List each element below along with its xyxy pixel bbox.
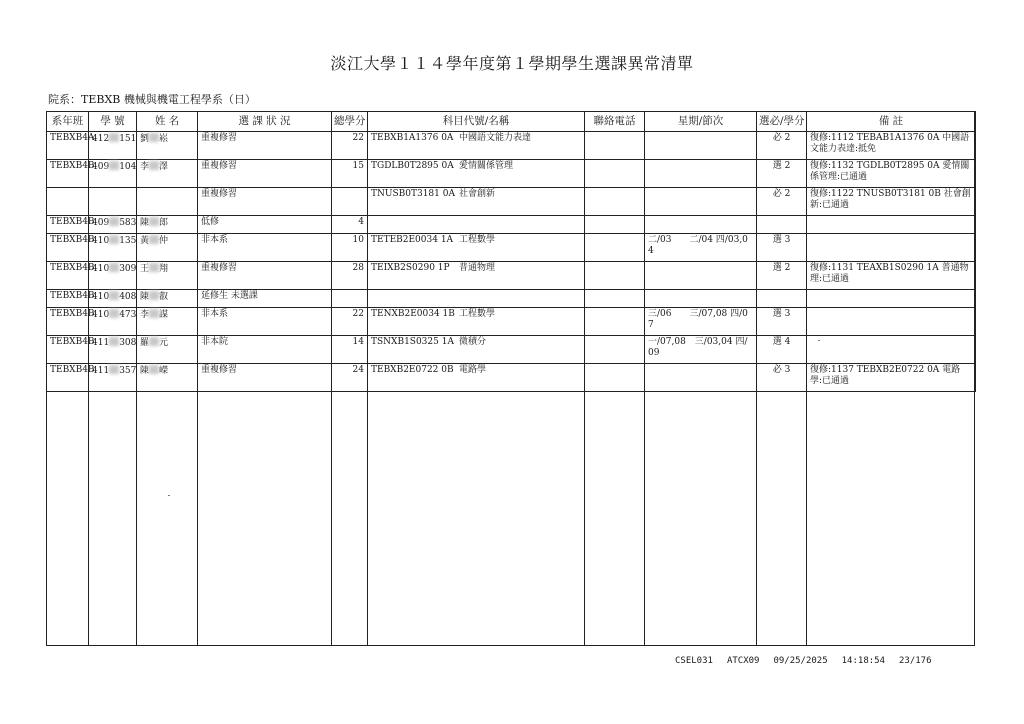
- cell-schedule: [645, 234, 757, 262]
- cell-note: [807, 364, 976, 392]
- cell-total-credits: [332, 188, 368, 216]
- abnormal-enrollment-table: [46, 111, 976, 392]
- redaction-mark: [149, 133, 159, 142]
- enrollment-status: 重複修習: [201, 133, 238, 143]
- redaction-mark: [149, 291, 159, 300]
- cell-class: [47, 132, 95, 160]
- student-id-suffix: 583: [119, 218, 137, 228]
- footer-program: CSEL031: [675, 656, 713, 666]
- cell-name: [137, 262, 198, 290]
- course-code: TNUSB0T3181 0A: [371, 189, 455, 199]
- student-id-suffix: 308: [119, 338, 137, 348]
- redaction-mark: [149, 217, 159, 226]
- cell-phone: [585, 188, 645, 216]
- course-name: 中國語文能力表達: [459, 133, 532, 143]
- redaction-mark: [149, 263, 159, 272]
- student-name-first: 王: [140, 264, 150, 274]
- header-note: 備 註: [807, 112, 976, 132]
- cell-name: [137, 132, 198, 160]
- student-name-last: 叡: [159, 292, 169, 302]
- total-credits: 22: [352, 309, 364, 319]
- enrollment-status: 重複修習: [201, 161, 238, 171]
- course-type-credits: 選 2: [772, 161, 791, 171]
- cell-phone: [585, 234, 645, 262]
- cell-course: [368, 132, 585, 160]
- class-code: TEBXB4B: [50, 235, 95, 245]
- table-body: [47, 132, 976, 392]
- total-credits: 28: [352, 263, 364, 273]
- course-name: 愛情關係管理: [459, 161, 514, 171]
- cell-class: [47, 160, 95, 188]
- student-name-first: 劉: [140, 134, 150, 144]
- cell-schedule: [645, 160, 757, 188]
- table-header-row: [47, 112, 976, 132]
- cell-student-id: [89, 308, 137, 336]
- student-id-prefix: 410: [92, 292, 110, 302]
- cell-name: [137, 364, 198, 392]
- redaction-mark: [109, 337, 119, 346]
- cell-status: [198, 262, 332, 290]
- total-credits: 15: [352, 161, 364, 171]
- enrollment-status: 低修: [201, 217, 220, 227]
- cell-total-credits: [332, 364, 368, 392]
- cell-note: [807, 234, 976, 262]
- cell-total-credits: [332, 262, 368, 290]
- remark: 復修:1132 TGDLB0T2895 0A 愛情關係管理:已通過: [810, 161, 970, 182]
- cell-phone: [585, 132, 645, 160]
- scan-speck: [168, 495, 170, 496]
- cell-total-credits: [332, 160, 368, 188]
- cell-phone: [585, 336, 645, 364]
- cell-type-credits: [757, 262, 807, 290]
- redaction-mark: [109, 263, 119, 272]
- remark: 復修:1122 TNUSB0T3181 0B 社會創新:已通過: [810, 189, 971, 210]
- schedule-slots: 一/07,08 三/03,04 四/09: [648, 337, 748, 358]
- cell-phone: [585, 262, 645, 290]
- student-name-last: 謀: [159, 310, 169, 320]
- cell-type-credits: [757, 216, 807, 234]
- cell-course: [368, 336, 585, 364]
- student-name-last: 翔: [159, 264, 169, 274]
- redaction-mark: [149, 161, 159, 170]
- student-id-suffix: 135: [119, 236, 137, 246]
- cell-student-id: [89, 234, 137, 262]
- course-code: TETEB2E0034 1A: [371, 235, 454, 245]
- department-label: 院系：TEBXB 機械與機電工程學系（日）: [48, 93, 256, 106]
- cell-student-id: [89, 364, 137, 392]
- student-name-first: 黃: [140, 236, 150, 246]
- total-credits: 10: [352, 235, 364, 245]
- course-type-credits: 必 2: [772, 189, 791, 199]
- student-name-last: 仲: [159, 236, 169, 246]
- cell-schedule: [645, 262, 757, 290]
- cell-status: [198, 132, 332, 160]
- table-row: [47, 132, 976, 160]
- cell-name: [137, 290, 198, 308]
- header-course: 科目代號/名稱: [368, 112, 585, 132]
- cell-status: [198, 308, 332, 336]
- student-id-suffix: 151: [119, 134, 137, 144]
- student-name-last: 崧: [159, 134, 169, 144]
- cell-total-credits: [332, 290, 368, 308]
- table-row: [47, 188, 976, 216]
- remark: 復修:1112 TEBAB1A1376 0A 中國語文能力表達:抵免: [810, 133, 970, 154]
- cell-schedule: [645, 336, 757, 364]
- cell-student-id: [89, 290, 137, 308]
- cell-class: [47, 336, 95, 364]
- cell-course: [368, 290, 585, 308]
- student-id-prefix: 412: [92, 134, 110, 144]
- class-code: TEBXB4B: [50, 309, 95, 319]
- table-row: [47, 216, 976, 234]
- cell-note: [807, 188, 976, 216]
- header-schedule: 星期/節次: [645, 112, 757, 132]
- class-code: TEBXB4B: [50, 217, 95, 227]
- enrollment-status: 非本系: [201, 309, 229, 319]
- cell-name: [137, 188, 198, 216]
- cell-course: [368, 216, 585, 234]
- cell-course: [368, 234, 585, 262]
- cell-status: [198, 336, 332, 364]
- course-type-credits: 選 4: [772, 337, 791, 347]
- redaction-mark: [109, 365, 119, 374]
- student-id-suffix: 408: [119, 292, 137, 302]
- student-id-suffix: 309: [119, 264, 137, 274]
- class-code: TEBXB4B: [50, 291, 95, 301]
- cell-student-id: [89, 262, 137, 290]
- cell-class: [47, 216, 95, 234]
- cell-course: [368, 188, 585, 216]
- cell-note: [807, 336, 976, 364]
- cell-class: [47, 290, 95, 308]
- cell-schedule: [645, 364, 757, 392]
- table-row: [47, 336, 976, 364]
- cell-note: [807, 290, 976, 308]
- redaction-mark: [109, 133, 119, 142]
- course-type-credits: 選 3: [772, 309, 791, 319]
- student-id-prefix: 411: [92, 366, 110, 376]
- redaction-mark: [109, 217, 119, 226]
- cell-status: [198, 234, 332, 262]
- course-name: 工程數學: [459, 309, 496, 319]
- student-id-prefix: 410: [92, 236, 110, 246]
- header-name: 姓 名: [137, 112, 198, 132]
- cell-status: [198, 364, 332, 392]
- cell-phone: [585, 160, 645, 188]
- total-credits: 4: [358, 217, 364, 227]
- cell-type-credits: [757, 290, 807, 308]
- course-name: 社會創新: [459, 189, 496, 199]
- table-row: [47, 234, 976, 262]
- redaction-mark: [109, 161, 119, 170]
- table-row: [47, 262, 976, 290]
- header-type-credits: 選必/學分: [757, 112, 807, 132]
- schedule-slots: 三/06 三/07,08 四/07: [648, 309, 748, 330]
- course-type-credits: 選 3: [772, 235, 791, 245]
- cell-type-credits: [757, 132, 807, 160]
- cell-class: [47, 308, 95, 336]
- total-credits: 22: [352, 133, 364, 143]
- course-type-credits: 選 2: [772, 263, 791, 273]
- cell-total-credits: [332, 336, 368, 364]
- enrollment-status: 非本院: [201, 337, 229, 347]
- header-status: 選 課 狀 況: [198, 112, 332, 132]
- footer-time: 14:18:54: [841, 656, 885, 666]
- class-code: TEBXB4A: [50, 133, 95, 143]
- class-code: TEBXB4B: [50, 337, 95, 347]
- enrollment-status: 重複修習: [201, 189, 238, 199]
- cell-type-credits: [757, 364, 807, 392]
- redaction-mark: [149, 309, 159, 318]
- course-name: 微積分: [459, 337, 487, 347]
- course-code: TEBXB2E0722 0B: [371, 365, 454, 375]
- cell-note: [807, 308, 976, 336]
- header-total-credits: 總學分: [332, 112, 368, 132]
- cell-type-credits: [757, 188, 807, 216]
- cell-type-credits: [757, 234, 807, 262]
- redaction-mark: [109, 235, 119, 244]
- cell-total-credits: [332, 234, 368, 262]
- course-name: 普通物理: [459, 263, 496, 273]
- cell-schedule: [645, 290, 757, 308]
- course-code: TEBXB1A1376 0A: [371, 133, 454, 143]
- cell-phone: [585, 308, 645, 336]
- cell-name: [137, 336, 198, 364]
- cell-course: [368, 160, 585, 188]
- enrollment-status: 延修生 未選課: [201, 291, 258, 301]
- scan-speck: [818, 340, 820, 341]
- class-code: TEBXB4B: [50, 365, 95, 375]
- redaction-mark: [149, 365, 159, 374]
- total-credits: 24: [352, 365, 364, 375]
- cell-type-credits: [757, 336, 807, 364]
- cell-phone: [585, 290, 645, 308]
- cell-student-id: [89, 188, 137, 216]
- student-name-last: 嶸: [159, 366, 169, 376]
- student-name-first: 陳: [140, 292, 150, 302]
- student-id-prefix: 411: [92, 338, 110, 348]
- student-name-first: 李: [140, 310, 150, 320]
- cell-student-id: [89, 160, 137, 188]
- student-name-first: 陳: [140, 218, 150, 228]
- student-name-last: 元: [159, 338, 169, 348]
- enrollment-status: 重複修習: [201, 263, 238, 273]
- footer-terminal: ATCX09: [726, 656, 760, 666]
- document-title: 淡江大學１１４學年度第１學期學生選課異常清單: [330, 54, 694, 73]
- cell-status: [198, 188, 332, 216]
- cell-note: [807, 160, 976, 188]
- cell-schedule: [645, 308, 757, 336]
- cell-schedule: [645, 188, 757, 216]
- course-type-credits: 必 3: [772, 365, 791, 375]
- student-id-suffix: 357: [119, 366, 137, 376]
- cell-type-credits: [757, 160, 807, 188]
- cell-class: [47, 262, 95, 290]
- student-name-first: 羅: [140, 338, 150, 348]
- table-row: [47, 364, 976, 392]
- header-class: 系年班: [47, 112, 89, 132]
- student-name-first: 陳: [140, 366, 150, 376]
- table-row: [47, 290, 976, 308]
- cell-phone: [585, 216, 645, 234]
- student-id-prefix: 409: [92, 218, 110, 228]
- cell-student-id: [89, 336, 137, 364]
- remark: 復修:1131 TEAXB1S0290 1A 普通物理:已通過: [810, 263, 969, 284]
- cell-status: [198, 290, 332, 308]
- cell-class: [47, 234, 95, 262]
- redaction-mark: [149, 235, 159, 244]
- cell-name: [137, 234, 198, 262]
- table-row: [47, 160, 976, 188]
- cell-name: [137, 216, 198, 234]
- cell-note: [807, 262, 976, 290]
- remark: 復修:1137 TEBXB2E0722 0A 電路學:已通過: [810, 365, 961, 386]
- student-name-first: 李: [140, 162, 150, 172]
- class-code: TEBXB4B: [50, 161, 95, 171]
- cell-name: [137, 160, 198, 188]
- footer-page: 23/176: [899, 656, 932, 666]
- cell-status: [198, 216, 332, 234]
- cell-name: [137, 308, 198, 336]
- cell-type-credits: [757, 308, 807, 336]
- student-id-prefix: 409: [92, 162, 110, 172]
- course-name: 電路學: [459, 365, 487, 375]
- cell-total-credits: [332, 308, 368, 336]
- footer-date: 09/25/2025: [773, 656, 828, 666]
- class-code: TEBXB4B: [50, 263, 95, 273]
- header-phone: 聯絡電話: [585, 112, 645, 132]
- student-id-suffix: 104: [119, 162, 137, 172]
- cell-note: [807, 132, 976, 160]
- redaction-mark: [109, 291, 119, 300]
- course-code: TEIXB2S0290 1P: [371, 263, 450, 273]
- redaction-mark: [149, 337, 159, 346]
- redaction-mark: [109, 309, 119, 318]
- page-footer: [675, 656, 946, 666]
- enrollment-status: 重複修習: [201, 365, 238, 375]
- cell-student-id: [89, 132, 137, 160]
- schedule-slots: 二/03 二/04 四/03,04: [648, 235, 748, 256]
- course-code: TSNXB1S0325 1A: [371, 337, 454, 347]
- total-credits: 14: [352, 337, 364, 347]
- student-id-prefix: 410: [92, 264, 110, 274]
- cell-status: [198, 160, 332, 188]
- cell-note: [807, 216, 976, 234]
- cell-student-id: [89, 216, 137, 234]
- student-id-suffix: 473: [119, 310, 137, 320]
- course-code: TENXB2E0034 1B: [371, 309, 455, 319]
- table-row: [47, 308, 976, 336]
- header-student-id: 學 號: [89, 112, 137, 132]
- cell-course: [368, 364, 585, 392]
- enrollment-status: 非本系: [201, 235, 229, 245]
- student-name-last: 郎: [159, 218, 169, 228]
- course-name: 工程數學: [459, 235, 496, 245]
- student-name-last: 澤: [159, 162, 169, 172]
- cell-phone: [585, 364, 645, 392]
- student-id-prefix: 410: [92, 310, 110, 320]
- cell-total-credits: [332, 132, 368, 160]
- cell-class: [47, 188, 89, 216]
- cell-class: [47, 364, 95, 392]
- cell-course: [368, 308, 585, 336]
- cell-schedule: [645, 216, 757, 234]
- cell-course: [368, 262, 585, 290]
- cell-total-credits: [332, 216, 368, 234]
- course-code: TGDLB0T2895 0A: [371, 161, 454, 171]
- cell-schedule: [645, 132, 757, 160]
- course-type-credits: 必 2: [772, 133, 791, 143]
